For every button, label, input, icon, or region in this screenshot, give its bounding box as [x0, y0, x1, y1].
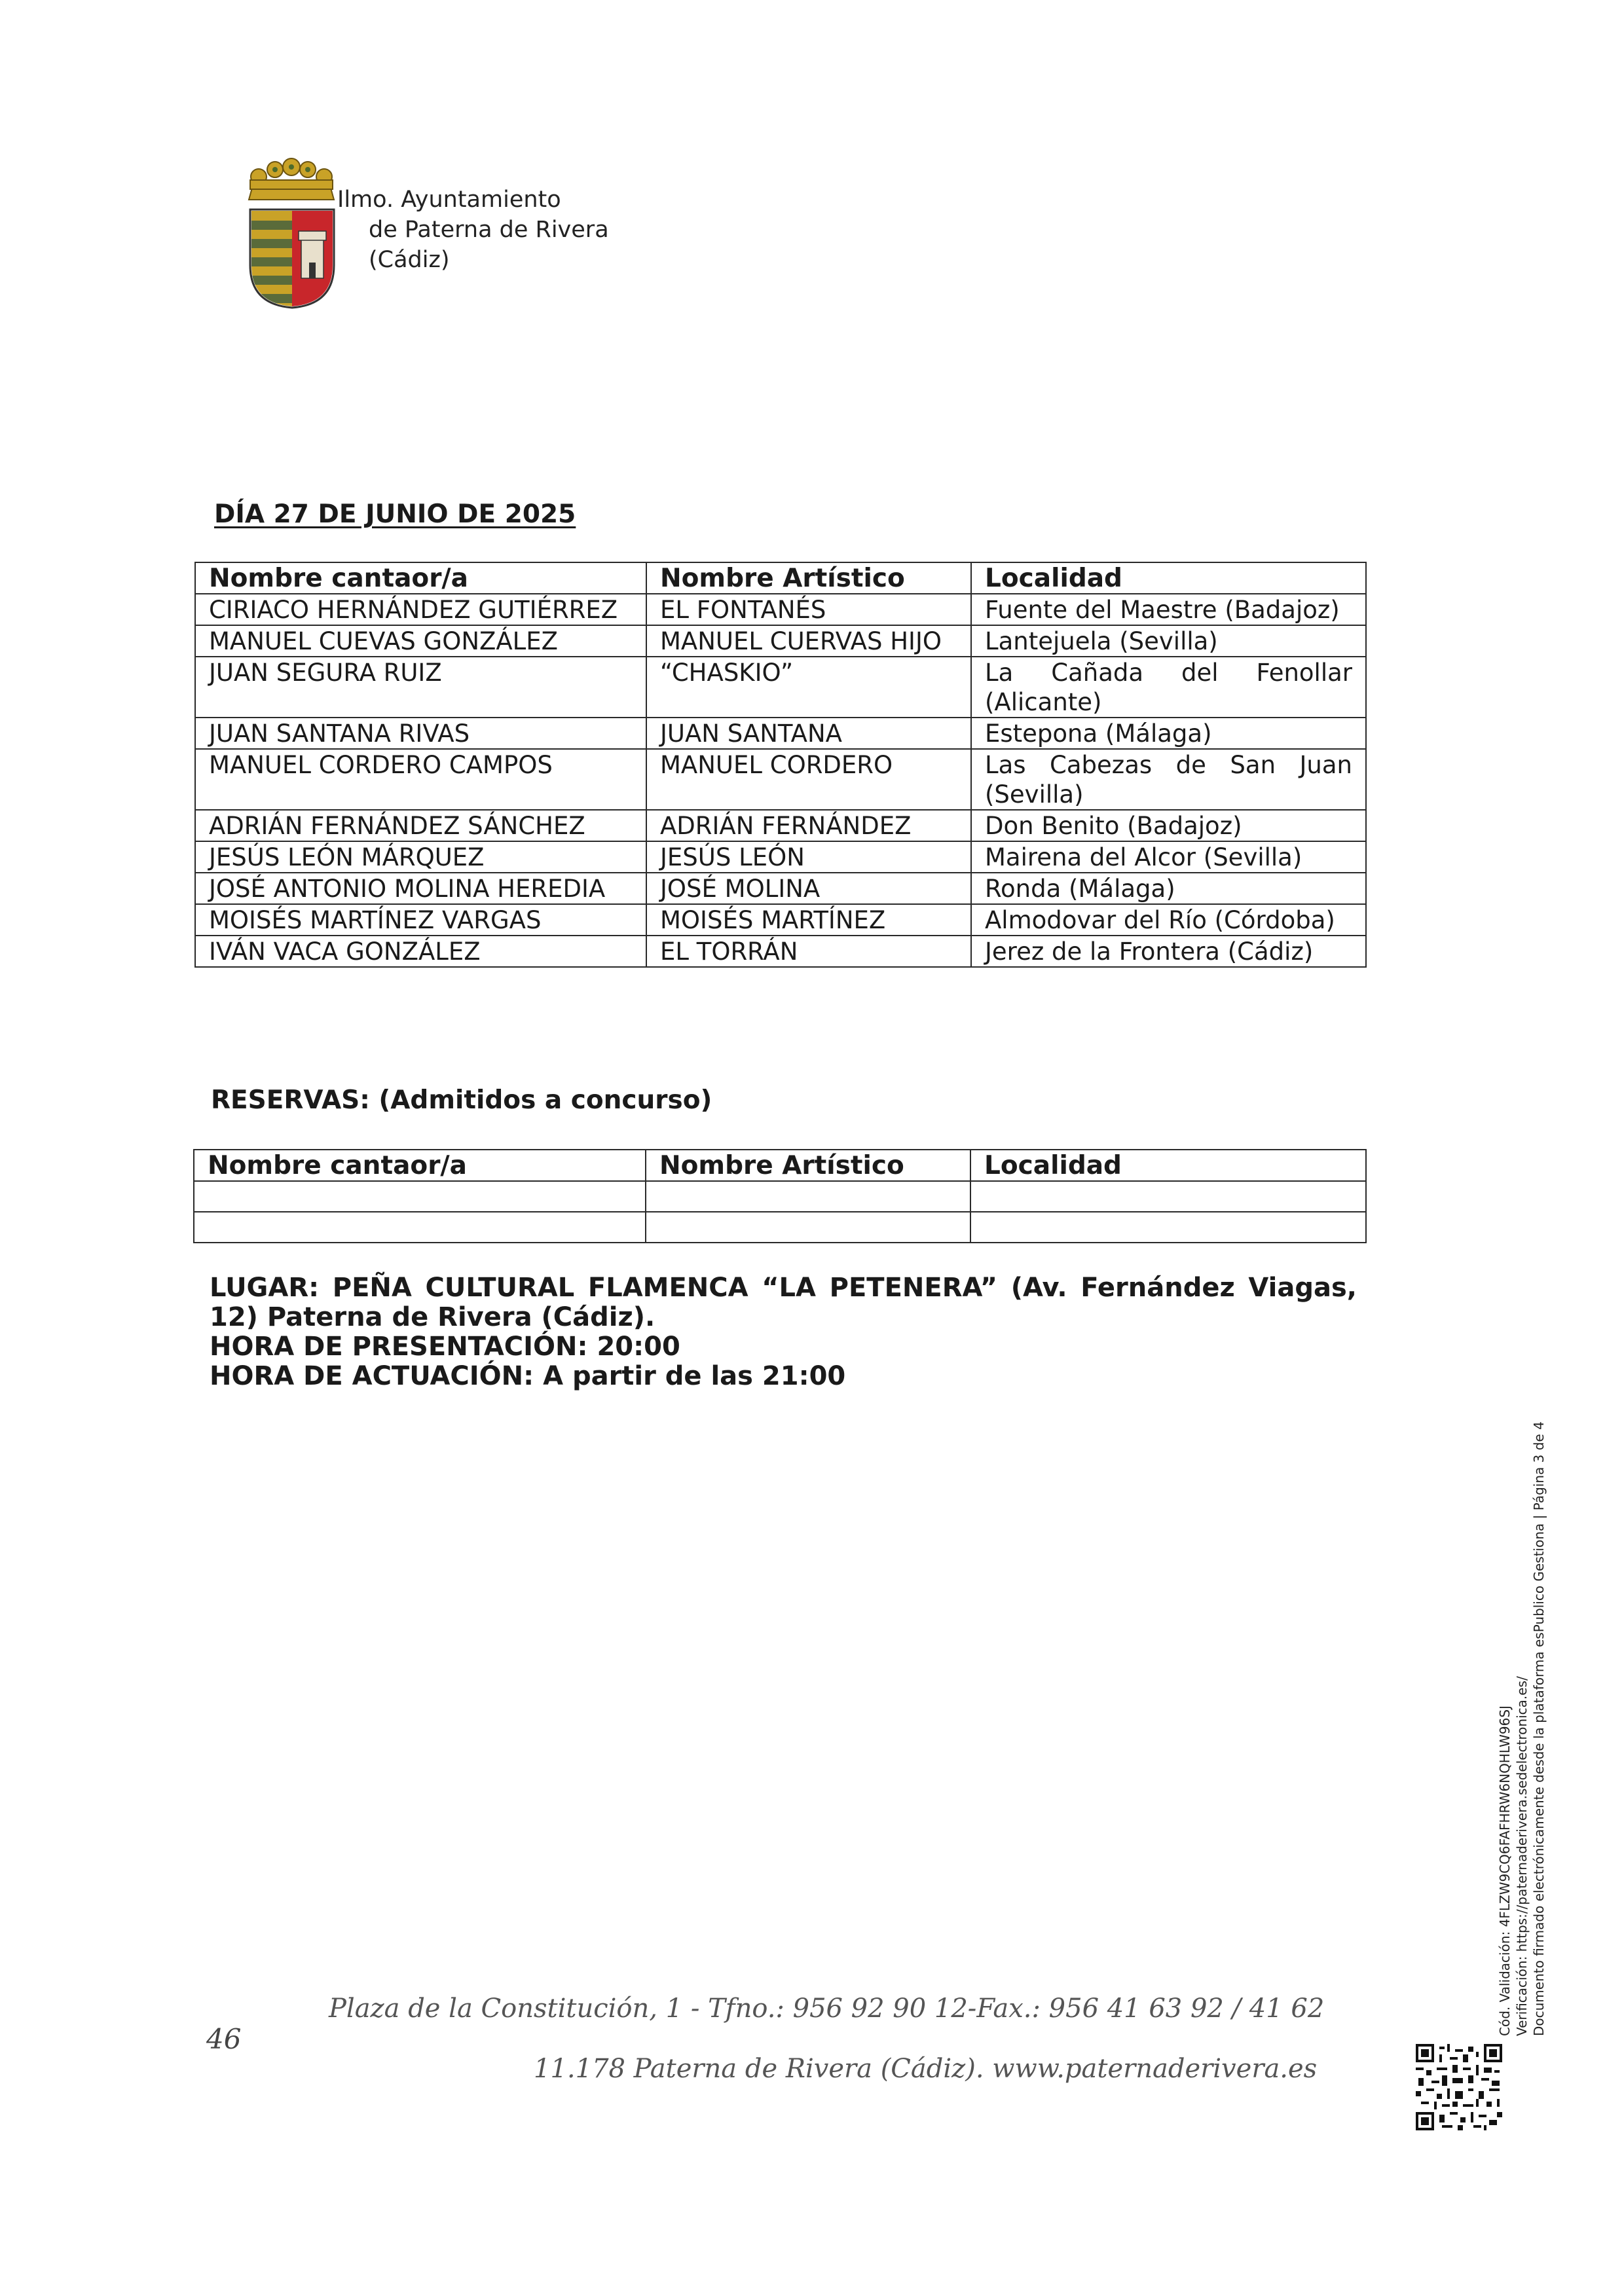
- table-row: [195, 936, 1366, 967]
- artistic-name-cell: JESÚS LEÓN: [646, 841, 971, 873]
- venue-info: [210, 1273, 1357, 1391]
- artistic-name-cell: ADRIÁN FERNÁNDEZ: [646, 810, 971, 841]
- empty-cell: [194, 1212, 646, 1243]
- venue-location: LUGAR: PEÑA CULTURAL FLAMENCA “LA PETENERA” (Av. Fernández Viagas, 12) Paterna de Rivera (Cádiz).: [210, 1273, 1357, 1332]
- validation-code: Cód. Validación: 4FLZW9CQ6FAFHRW6NQHLW96SJ: [1497, 1705, 1513, 2036]
- locality-cell: Don Benito (Badajoz): [971, 810, 1366, 841]
- artistic-name-cell: JUAN SANTANA: [646, 718, 971, 749]
- artistic-name-cell: JOSÉ MOLINA: [646, 873, 971, 904]
- participants-table: [194, 562, 1367, 968]
- artistic-name-cell: MOISÉS MARTÍNEZ: [646, 904, 971, 936]
- locality-cell: Almodovar del Río (Córdoba): [971, 904, 1366, 936]
- table-row: [194, 1212, 1366, 1243]
- table-row: [195, 749, 1366, 810]
- reserves-heading: RESERVAS: (Admitidos a concurso): [211, 1085, 712, 1115]
- reserves-table: [193, 1149, 1367, 1243]
- table-row: [194, 1181, 1366, 1212]
- organization-name: [337, 185, 609, 275]
- locality-cell: Ronda (Málaga): [971, 873, 1366, 904]
- table-row: [195, 873, 1366, 904]
- locality-cell: Las Cabezas de San Juan (Sevilla): [971, 749, 1366, 810]
- table-header-row: [194, 1150, 1366, 1181]
- org-line-3: (Cádiz): [369, 247, 450, 273]
- locality-cell: Fuente del Maestre (Badajoz): [971, 594, 1366, 625]
- page-number: 46: [206, 2023, 242, 2055]
- column-header: Localidad: [970, 1150, 1366, 1181]
- singer-name-cell: MANUEL CORDERO CAMPOS: [195, 749, 646, 810]
- table-header-row: [195, 562, 1366, 594]
- locality-cell: Estepona (Málaga): [971, 718, 1366, 749]
- locality-cell: La Cañada del Fenollar (Alicante): [971, 657, 1366, 718]
- singer-name-cell: IVÁN VACA GONZÁLEZ: [195, 936, 646, 967]
- artistic-name-cell: EL TORRÁN: [646, 936, 971, 967]
- municipal-crest-logo: [236, 147, 347, 311]
- org-line-2: de Paterna de Rivera: [369, 217, 609, 243]
- table-row: [195, 718, 1366, 749]
- column-header: Nombre cantaor/a: [194, 1150, 646, 1181]
- table-row: [195, 810, 1366, 841]
- table-row: [195, 841, 1366, 873]
- empty-cell: [970, 1212, 1366, 1243]
- table-row: [195, 904, 1366, 936]
- singer-name-cell: CIRIACO HERNÁNDEZ GUTIÉRREZ: [195, 594, 646, 625]
- singer-name-cell: JESÚS LEÓN MÁRQUEZ: [195, 841, 646, 873]
- empty-cell: [646, 1212, 970, 1243]
- artistic-name-cell: “CHASKIO”: [646, 657, 971, 718]
- artistic-name-cell: MANUEL CORDERO: [646, 749, 971, 810]
- singer-name-cell: JOSÉ ANTONIO MOLINA HEREDIA: [195, 873, 646, 904]
- empty-cell: [194, 1181, 646, 1212]
- singer-name-cell: MOISÉS MARTÍNEZ VARGAS: [195, 904, 646, 936]
- artistic-name-cell: MANUEL CUERVAS HIJO: [646, 625, 971, 657]
- presentation-time: HORA DE PRESENTACIÓN: 20:00: [210, 1332, 680, 1362]
- table-row: [195, 594, 1366, 625]
- signature-note: Documento firmado electrónicamente desde la plataforma esPublico Gestiona | Página 3 de 4: [1531, 1421, 1547, 2036]
- singer-name-cell: ADRIÁN FERNÁNDEZ SÁNCHEZ: [195, 810, 646, 841]
- column-header: Localidad: [971, 562, 1366, 594]
- locality-cell: Lantejuela (Sevilla): [971, 625, 1366, 657]
- empty-cell: [970, 1181, 1366, 1212]
- verification-url: Verificación: https://paternaderivera.sedelectronica.es/: [1514, 1676, 1530, 2036]
- qr-code-icon: [1416, 2044, 1502, 2130]
- page-title: DÍA 27 DE JUNIO DE 2025: [214, 500, 576, 529]
- table-row: [195, 657, 1366, 718]
- empty-cell: [646, 1181, 970, 1212]
- singer-name-cell: JUAN SANTANA RIVAS: [195, 718, 646, 749]
- locality-cell: Jerez de la Frontera (Cádiz): [971, 936, 1366, 967]
- footer-address-line-1: Plaza de la Constitución, 1 - Tfno.: 956 92 90 12-Fax.: 956 41 63 92 / 41 62: [329, 1994, 1325, 2024]
- artistic-name-cell: EL FONTANÉS: [646, 594, 971, 625]
- column-header: Nombre Artístico: [646, 562, 971, 594]
- org-line-1: Ilmo. Ayuntamiento: [337, 187, 561, 213]
- validation-strip: [1496, 1421, 1547, 2036]
- performance-time: HORA DE ACTUACIÓN: A partir de las 21:00: [210, 1361, 846, 1391]
- column-header: Nombre cantaor/a: [195, 562, 646, 594]
- singer-name-cell: MANUEL CUEVAS GONZÁLEZ: [195, 625, 646, 657]
- locality-cell: Mairena del Alcor (Sevilla): [971, 841, 1366, 873]
- singer-name-cell: JUAN SEGURA RUIZ: [195, 657, 646, 718]
- footer-address-line-2: 11.178 Paterna de Rivera (Cádiz). www.paternaderivera.es: [534, 2054, 1318, 2084]
- table-row: [195, 625, 1366, 657]
- column-header: Nombre Artístico: [646, 1150, 970, 1181]
